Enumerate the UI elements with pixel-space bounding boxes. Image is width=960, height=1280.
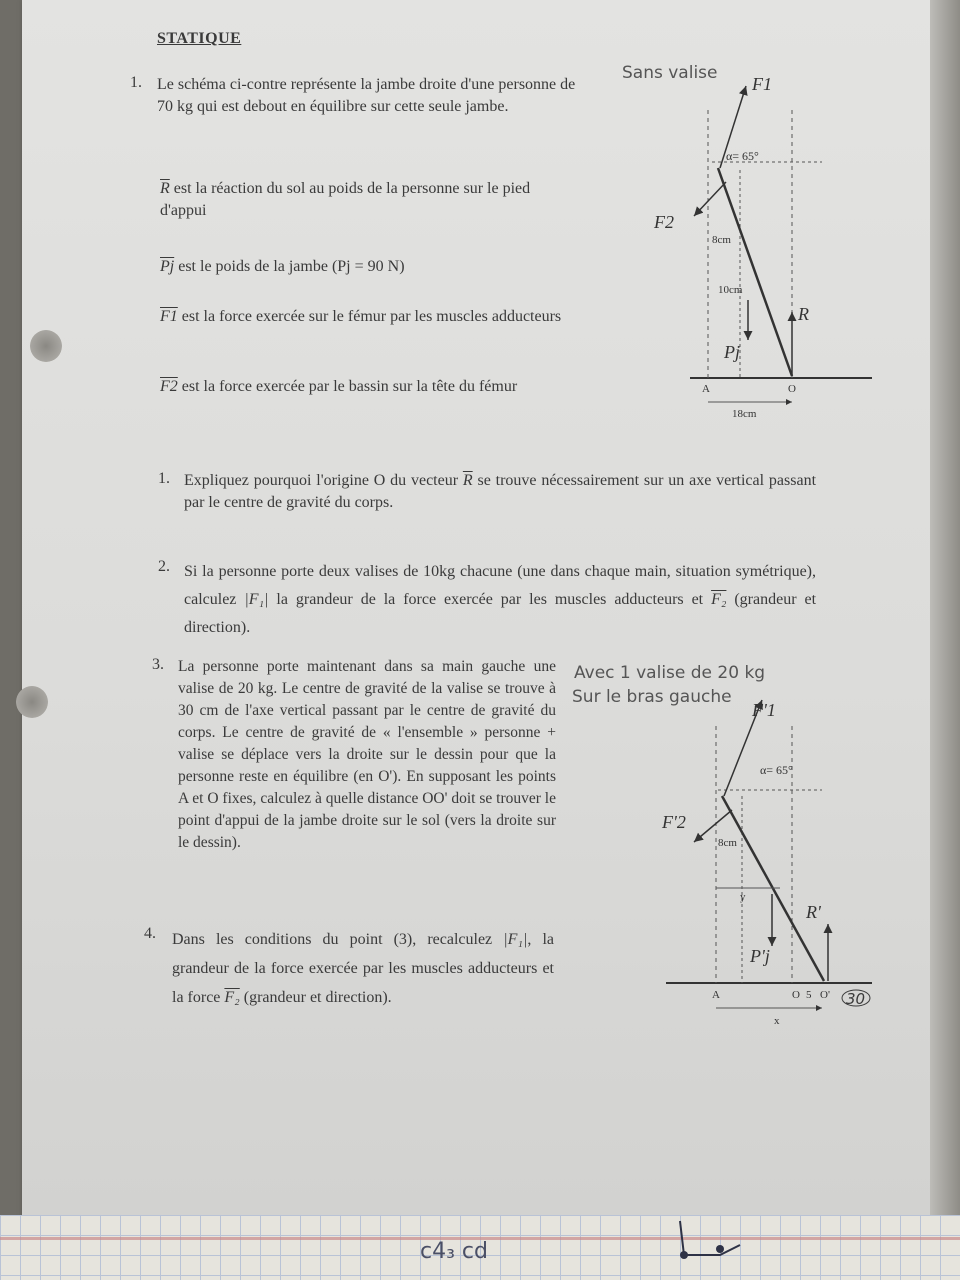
- grid-paper: [0, 1215, 960, 1280]
- label-y: y: [740, 891, 746, 903]
- bottom-scribble: c4₃ cd: [420, 1239, 488, 1264]
- label-alpha: α= 65°: [760, 763, 793, 777]
- definition-text: est le poids de la jambe (Pj = 90 N): [178, 258, 405, 275]
- label-18cm: 18cm: [732, 408, 757, 420]
- question-text-part: Si la personne porte deux valises de 10kg chacune (une dans chaque main, situation symétrique), calculez: [184, 563, 816, 608]
- question-4-text: [172, 925, 554, 1012]
- label-F1: F1: [752, 74, 772, 94]
- definition-R: [160, 178, 570, 222]
- question-text-part: la grandeur de la force exercée par les muscles adducteurs et: [276, 591, 704, 608]
- diagram-without-suitcase: [600, 50, 900, 450]
- definition-F2: [160, 376, 570, 398]
- label-A: A: [702, 383, 710, 395]
- diagram2-caption-2: Sur le bras gauche: [572, 687, 732, 707]
- label-8cm: 8cm: [718, 837, 737, 849]
- intro-number: 1.: [130, 74, 142, 91]
- bottom-doodle: [670, 1217, 750, 1267]
- label-F2: F2: [654, 212, 674, 232]
- label-F2-prime: F'2: [662, 812, 686, 832]
- question-text-part: Expliquez pourquoi l'origine O du vecteur: [184, 472, 459, 489]
- question-2-text: [184, 558, 816, 642]
- label-Pj-prime: P'j: [750, 946, 770, 966]
- definition-text: est la réaction du sol au poids de la personne sur le pied d'appui: [160, 180, 531, 219]
- label-8cm: 8cm: [712, 234, 731, 246]
- label-R: R: [798, 304, 809, 324]
- vector-symbol: $\overline{R}$: [462, 472, 473, 489]
- label-R-prime: R': [806, 902, 821, 922]
- label-alpha: α= 65°: [726, 149, 759, 163]
- vector-symbol: $\overline{R}$: [160, 180, 170, 197]
- question-3-text: La personne porte maintenant dans sa main gauche une valise de 20 kg. Le centre de gravité de la valise se trouve à 30 cm de l'axe vertical passant par le centre de gravité du corps. Le centre de gravité de « l'ensemble » personne + valise se déplace vers la droite sur le dessin pour que la personne reste en équilibre (en O'). En supposant les points A et O fixes, calculez à quelle distance OO' doit se trouver le point d'appui de la jambe droite sur le sol (vers la droite sur le dessin).: [178, 658, 556, 851]
- vector-symbol: $\overline{Pj}$: [160, 258, 175, 275]
- page-title: STATIQUE: [157, 30, 242, 47]
- punch-hole: [16, 686, 48, 718]
- question-3-number: 3.: [152, 656, 164, 673]
- vector-symbol: F₂: [224, 989, 240, 1006]
- intro-text: Le schéma ci-contre représente la jambe droite d'une personne de 70 kg qui est debout en équilibre sur cette seule jambe.: [157, 76, 576, 115]
- handwritten-30: 30: [846, 990, 866, 1008]
- definition-Pj: [160, 256, 570, 278]
- question-4-number: 4.: [144, 925, 156, 942]
- question-text-part: Dans les conditions du point (3), recalculez: [172, 931, 493, 948]
- label-O-prime: O': [820, 989, 830, 1001]
- diagram1-caption: Sans valise: [622, 63, 718, 83]
- label-Pj: Pj: [724, 342, 740, 362]
- definition-text: est la force exercée sur le fémur par les muscles adducteurs: [181, 308, 562, 325]
- vector-symbol: F1: [160, 308, 178, 325]
- diagram-with-suitcase: [566, 656, 906, 1036]
- label-10cm: 10cm: [718, 284, 743, 296]
- label-F1-prime: F'1: [752, 700, 776, 720]
- label-O: O: [792, 989, 800, 1001]
- question-text-part: se trouve nécessairement sur un axe vertical passant par le centre de gravité du corps.: [184, 472, 817, 511]
- vector-F2: [694, 182, 726, 216]
- question-text-part: (grandeur et direction).: [184, 591, 817, 636]
- label-O: O: [788, 383, 796, 395]
- definition-text: est la force exercée par le bassin sur la tête du fémur: [181, 378, 518, 395]
- label-x: x: [774, 1015, 780, 1027]
- vector-magnitude: |F₁|: [503, 931, 528, 948]
- question-2-number: 2.: [158, 558, 170, 575]
- question-text-part: , la grandeur de la force exercée par les muscles adducteurs et la force: [172, 931, 554, 1006]
- vector-magnitude: |F₁|: [244, 591, 269, 608]
- label-A: A: [712, 989, 720, 1001]
- vector-symbol: F2: [160, 378, 178, 395]
- question-1-text: [184, 470, 816, 514]
- label-5: 5: [806, 989, 812, 1001]
- definition-F1: [160, 306, 570, 328]
- punch-hole: [30, 330, 62, 362]
- question-text-part: (grandeur et direction).: [243, 989, 392, 1006]
- page-edge: [930, 0, 960, 1220]
- question-1-number: 1.: [158, 470, 170, 487]
- vector-symbol: F₂: [711, 591, 727, 608]
- diagram2-caption-1: Avec 1 valise de 20 kg: [574, 663, 766, 683]
